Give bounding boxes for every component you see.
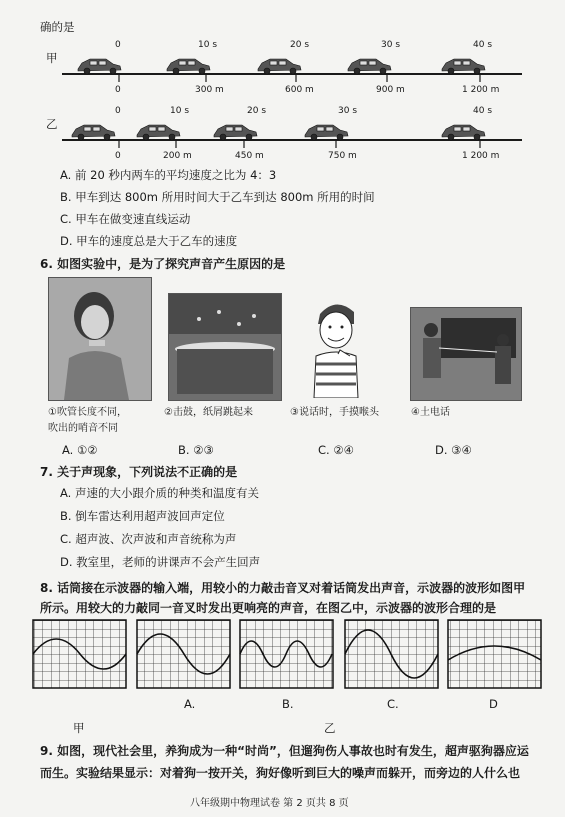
yi-distance-label: 450 m [235, 151, 264, 161]
jia-distance-label: 600 m [285, 85, 314, 95]
yi-time-label: 0 [115, 106, 121, 116]
q6-option-d: D. ③④ [435, 443, 472, 457]
jia-distance-label: 0 [115, 85, 121, 95]
caption-drum: ②击鼓，纸屑跳起来 [164, 407, 253, 418]
caption-whistle-2: 吹出的哨音不同 [48, 423, 118, 434]
q6-stem: 6. 如图实验中，是为了探究声音产生原因的是 [40, 257, 286, 271]
jia-time-label: 20 s [290, 40, 310, 50]
caption-throat: ③说话时，手摸喉头 [290, 407, 379, 418]
q5-option-a: A. 前 20 秒内两车的平均速度之比为 4：3 [60, 168, 277, 182]
photo-tin-can-phone [410, 307, 522, 401]
car-icon [78, 59, 485, 74]
yi-time-label: 10 s [170, 106, 190, 116]
yi-distance-label: 750 m [328, 151, 357, 161]
oscilloscope-b [240, 620, 333, 688]
jia-distance-label: 900 m [376, 85, 405, 95]
q8-line2: 所示。用较大的力敲同一音叉时发出更响亮的声音，在图乙中，示波器的波形合理的是 [40, 601, 497, 615]
jia-time-label: 10 s [198, 40, 218, 50]
caption-whistle: ①吹管长度不同， [48, 407, 127, 418]
oscilloscope-c [345, 620, 438, 688]
yi-distance-label: 0 [115, 151, 121, 161]
jia-time-label: 40 s [473, 40, 493, 50]
intro-text: 确的是 [40, 20, 75, 34]
q7-option-d: D. 教室里，老师的讲课声不会产生回声 [60, 555, 261, 569]
yi-ticks [119, 140, 480, 148]
yi-time-label: 30 s [338, 106, 358, 116]
oscilloscope-label-b: B. [282, 697, 294, 711]
yi-car-label: 乙 [46, 117, 58, 131]
photo-drum [168, 293, 282, 401]
photo-whistle [48, 277, 152, 401]
q5-option-b: B. 甲车到达 800m 所用时间大于乙车到达 800m 所用的时间 [60, 190, 375, 204]
q6-option-c: C. ②④ [318, 443, 354, 457]
q7-option-c: C. 超声波、次声波和声音统称为声 [60, 532, 237, 546]
oscilloscope-a [137, 620, 230, 688]
jia-time-label: 0 [115, 40, 121, 50]
q5-option-d: D. 甲车的速度总是大于乙车的速度 [60, 234, 238, 248]
yi-time-label: 20 s [247, 106, 267, 116]
oscilloscope-d [448, 620, 541, 688]
photo-throat [302, 294, 370, 398]
q8-line1: 8. 话筒接在示波器的输入端，用较小的力敲击音叉对着话筒发出声音，示波器的波形如图甲 [40, 581, 526, 595]
q5-option-c: C. 甲车在做变速直线运动 [60, 212, 191, 226]
oscilloscope-label-d: D [489, 697, 498, 711]
q7-stem: 7. 关于声现象，下列说法不正确的是 [40, 465, 238, 479]
oscilloscope-label-c: C. [387, 697, 399, 711]
q7-option-b: B. 倒车雷达利用超声波回声定位 [60, 509, 225, 523]
jia-time-label: 30 s [381, 40, 401, 50]
jia-distance-label: 300 m [195, 85, 224, 95]
q7-option-a: A. 声速的大小跟介质的种类和温度有关 [60, 486, 259, 500]
q9-line1: 9. 如图，现代社会里，养狗成为一种“时尚”，但遛狗伤人事故也时有发生，超声驱狗器应运 [40, 744, 529, 758]
page-footer: 八年级期中物理试卷 第 2 页共 8 页 [190, 798, 349, 809]
oscilloscope-label-jia: 甲 [73, 721, 85, 735]
yi-time-label: 40 s [473, 106, 493, 116]
jia-car-label: 甲 [46, 51, 58, 65]
q6-option-a: A. ①② [62, 443, 98, 457]
yi-distance-label: 1 200 m [462, 151, 500, 161]
caption-phone: ④土电话 [411, 407, 450, 418]
jia-ticks [119, 74, 480, 82]
oscilloscope-label-yi: 乙 [324, 721, 336, 735]
oscilloscope-label-a: A. [184, 697, 196, 711]
yi-distance-label: 200 m [163, 151, 192, 161]
jia-distance-label: 1 200 m [462, 85, 500, 95]
car-icon [72, 125, 485, 140]
q9-line2: 而生。实验结果显示：对着狗一按开关，狗好像听到巨大的噪声而躲开，而旁边的人什么也 [40, 766, 521, 780]
q6-option-b: B. ②③ [178, 443, 214, 457]
oscilloscope-jia [33, 620, 126, 688]
